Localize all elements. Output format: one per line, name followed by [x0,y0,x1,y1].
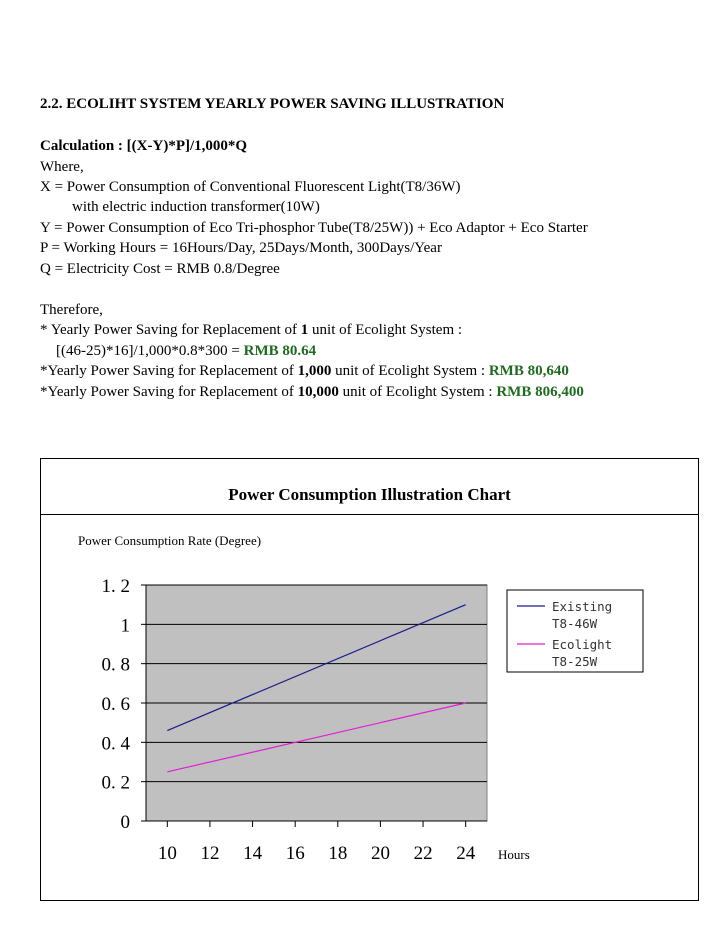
x-tick-label: 16 [285,843,305,864]
power-consumption-chart [41,459,700,902]
saving-2-suffix: unit of Ecolight System : [331,363,489,379]
saving-1-prefix: * Yearly Power Saving for Replacement of [40,322,301,338]
saving-1-formula-text: [(46-25)*16]/1,000*0.8*300 = [56,343,244,359]
section-heading: 2.2. ECOLIHT SYSTEM YEARLY POWER SAVING ILLUSTRATION [40,96,505,112]
x-tick-label: 10 [157,843,177,864]
saving-1-formula [56,343,316,360]
y-tick-label: 0. 4 [101,733,130,755]
legend-label-2-sub: T8-25W [552,654,598,669]
saving-2-prefix: *Yearly Power Saving for Replacement of [40,363,298,379]
x-definition-cont: with electric induction transformer(10W) [72,199,320,215]
y-tick-label: 0 [120,812,130,833]
q-definition: Q = Electricity Cost = RMB 0.8/Degree [40,261,280,277]
y-axis-label: Power Consumption Rate (Degree) [78,533,262,548]
chart-title: Power Consumption Illustration Chart [228,485,511,504]
saving-1000-units [40,363,569,380]
saving-3-result: RMB 806,400 [496,384,584,400]
legend-label-1-sub: T8-46W [552,616,598,631]
p-definition: P = Working Hours = 16Hours/Day, 25Days/Month, 300Days/Year [40,240,442,256]
y-definition: Y = Power Consumption of Eco Tri-phosphor Tube(T8/25W)) + Eco Adaptor + Eco Starter [40,220,588,236]
calculation-formula: Calculation : [(X-Y)*P]/1,000*Q [40,138,248,154]
y-tick-label: 1 [120,615,130,637]
saving-2-units: 1,000 [297,363,332,379]
x-tick-label: 22 [413,843,433,864]
y-tick-label: 0. 8 [101,654,130,676]
y-tick-label: 0. 6 [101,694,130,715]
saving-1-units: 1 [300,322,309,338]
saving-3-units: 10,000 [297,384,339,400]
x-tick-label: 20 [370,843,390,864]
saving-3-suffix: unit of Ecolight System : [338,384,497,400]
saving-2-result: RMB 80,640 [488,363,569,379]
legend-label-1: Existing [552,599,613,614]
saving-1-unit [40,322,462,339]
x-axis-label: Hours [498,847,530,862]
x-tick-label: 14 [243,843,263,864]
legend-label-2: Ecolight [552,637,613,652]
saving-3-prefix: *Yearly Power Saving for Replacement of [40,384,298,400]
saving-10000-units [40,384,584,401]
where-label: Where, [40,159,84,175]
x-definition: X = Power Consumption of Conventional Fluorescent Light(T8/36W) [40,179,461,195]
saving-1-result: RMB 80.64 [243,343,317,359]
x-tick-label: 12 [200,843,220,864]
x-tick-label: 24 [456,843,476,864]
y-tick-label: 1. 2 [101,576,130,597]
chart-container [40,458,699,901]
x-tick-label: 18 [328,843,348,864]
saving-1-suffix: unit of Ecolight System : [308,322,463,338]
therefore-label: Therefore, [40,302,103,318]
y-tick-label: 0. 2 [101,772,130,794]
